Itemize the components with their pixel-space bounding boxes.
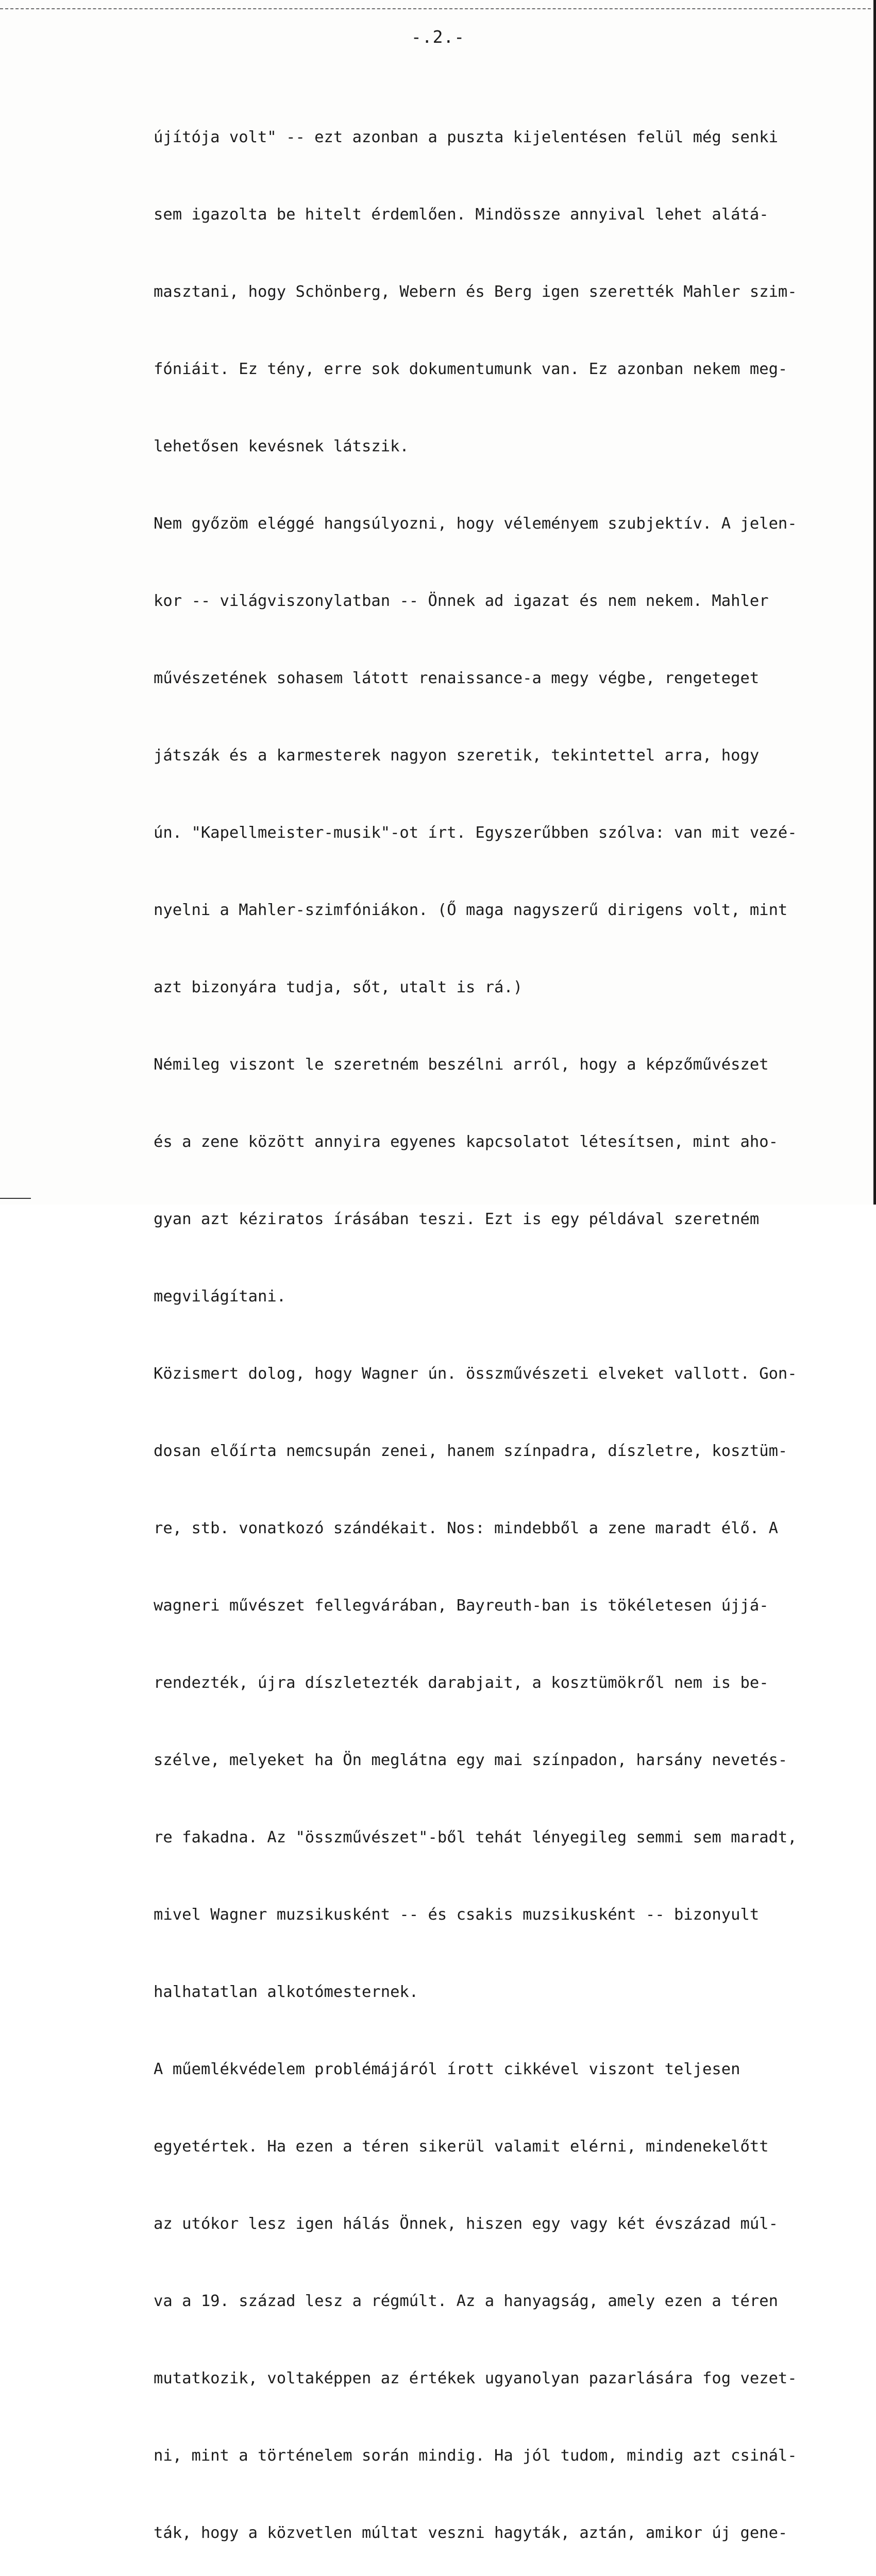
text-line: az utókor lesz igen hálás Önnek, hiszen egy vagy két évszázad múl- <box>154 2215 778 2233</box>
text-line: gyan azt kéziratos írásában teszi. Ezt is egy példával szeretném <box>154 1210 760 1228</box>
text-line: szélve, melyeket ha Ön meglátna egy mai színpadon, harsány nevetés- <box>154 1751 788 1769</box>
top-dashed-rule <box>0 8 871 9</box>
text-line: masztani, hogy Schönberg, Webern és Berg igen szerették Mahler szim- <box>154 283 797 301</box>
text-line: halhatatlan alkotómesternek. <box>154 1983 419 2001</box>
text-line: játszák és a karmesterek nagyon szeretik, tekintettel arra, hogy <box>154 747 760 765</box>
page-number: -.2.- <box>411 27 465 47</box>
text-line: re, stb. vonatkozó szándékait. Nos: mindebből a zene maradt élő. A <box>154 1519 778 1537</box>
text-line: művészetének sohasem látott renaissance-a megy végbe, rengeteget <box>154 669 760 687</box>
text-line: ni, mint a történelem során mindig. Ha jól tudom, mindig azt csinál- <box>154 2447 797 2465</box>
text-line: A műemlékvédelem problémájáról írott cikkével viszont teljesen <box>154 2060 740 2078</box>
text-line: mivel Wagner muzsikusként -- és csakis muzsikusként -- bizonyult <box>154 1906 760 1924</box>
text-line: azt bizonyára tudja, sőt, utalt is rá.) <box>154 978 523 996</box>
text-line: ún. "Kapellmeister-musik"-ot írt. Egyszerűbben szólva: van mit vezé- <box>154 824 797 842</box>
text-line: dosan előírta nemcsupán zenei, hanem színpadra, díszletre, kosztüm- <box>154 1442 788 1460</box>
text-line: újítója volt" -- ezt azonban a puszta kijelentésen felül még senki <box>154 128 778 146</box>
text-line: rendezték, újra díszletezték darabjait, a kosztümökről nem is be- <box>154 1674 769 1692</box>
text-line: fóniáit. Ez tény, erre sok dokumentumunk van. Ez azonban nekem meg- <box>154 360 788 378</box>
text-line: Nem győzöm eléggé hangsúlyozni, hogy véleményem szubjektív. A jelen- <box>154 515 797 533</box>
text-line: megvilágítani. <box>154 1287 287 1306</box>
text-line: sem igazolta be hitelt érdemlően. Mindössze annyival lehet alátá- <box>154 206 769 224</box>
text-line: lehetősen kevésnek látszik. <box>154 437 409 455</box>
text-line: kor -- világviszonylatban -- Önnek ad igazat és nem nekem. Mahler <box>154 592 769 610</box>
text-line: és a zene között annyira egyenes kapcsolatot létesítsen, mint aho- <box>154 1133 778 1151</box>
text-line: Közismert dolog, hogy Wagner ún. összművészeti elveket vallott. Gon- <box>154 1365 797 1383</box>
text-line: wagneri művészet fellegvárában, Bayreuth-ban is tökéletesen újjá- <box>154 1597 769 1615</box>
typewritten-body <box>154 73 875 2576</box>
text-line: ták, hogy a közvetlen múltat veszni hagyták, aztán, amikor új gene- <box>154 2524 788 2542</box>
text-line: re fakadna. Az "összművészet"-ből tehát lényegileg semmi sem maradt, <box>154 1828 797 1846</box>
text-line: egyetértek. Ha ezen a téren sikerül valamit elérni, mindenekelőtt <box>154 2138 769 2156</box>
text-line: mutatkozik, voltaképpen az értékek ugyanolyan pazarlására fog vezet- <box>154 2369 797 2387</box>
text-line: nyelni a Mahler-szimfóniákon. (Ő maga nagyszerű dirigens volt, mint <box>154 901 788 919</box>
text-line: Némileg viszont le szeretném beszélni arról, hogy a képzőművészet <box>154 1056 769 1074</box>
text-line: va a 19. század lesz a régmúlt. Az a hanyagság, amely ezen a téren <box>154 2292 778 2310</box>
bottom-left-mark <box>0 1198 31 1199</box>
